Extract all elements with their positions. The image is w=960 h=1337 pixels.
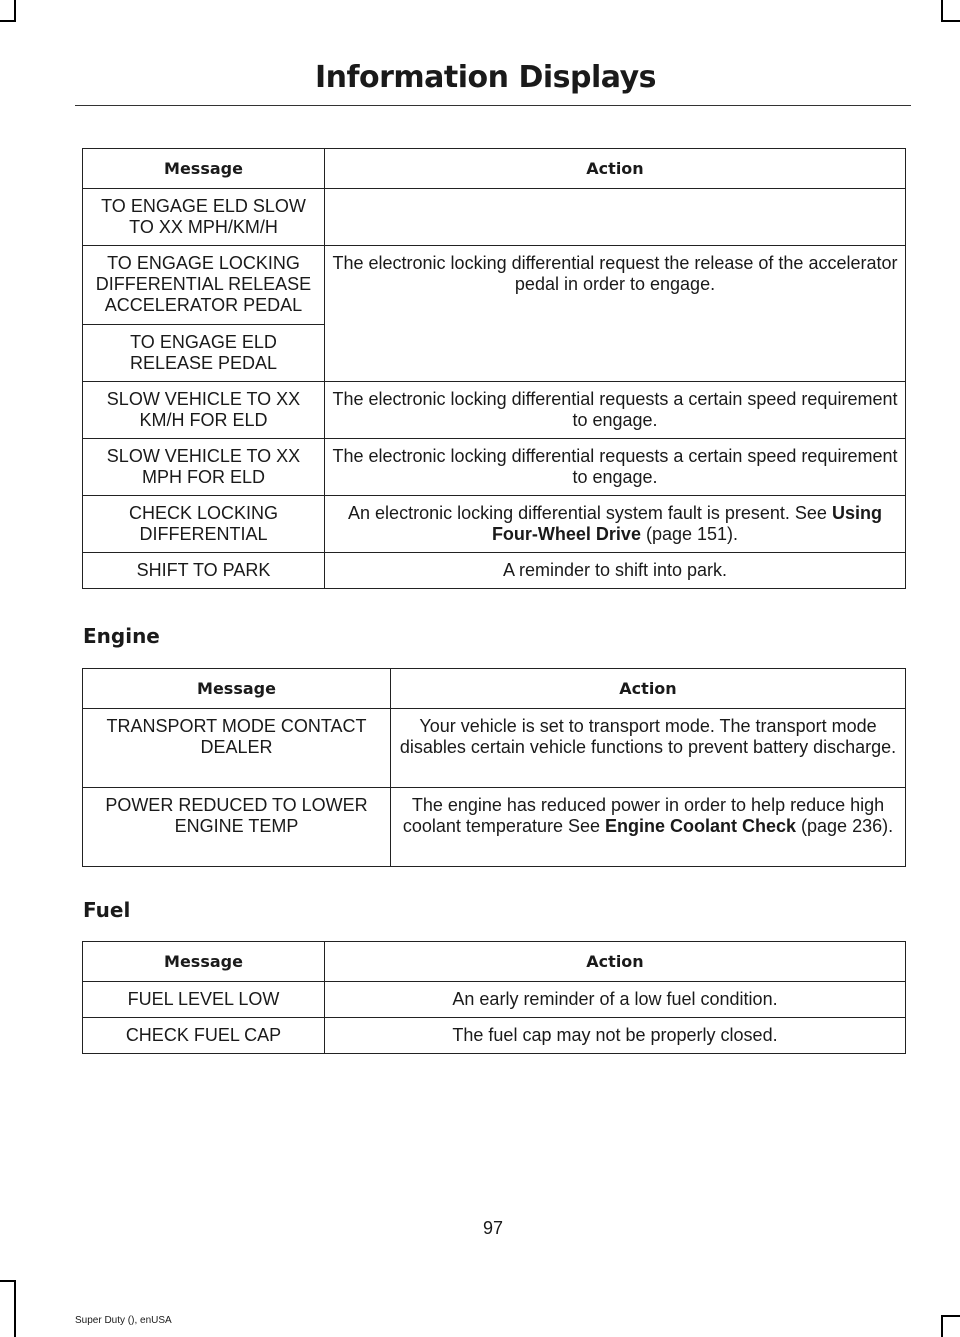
page-title: Information Displays xyxy=(314,60,656,95)
message-cell: TRANSPORT MODE CONTACT DEALER xyxy=(83,709,391,788)
crop-mark xyxy=(14,0,16,22)
message-cell: TO ENGAGE ELD RELEASE PEDAL xyxy=(83,325,325,382)
column-header-message: Message xyxy=(83,149,325,189)
action-cell xyxy=(325,189,906,246)
crop-mark xyxy=(0,1280,16,1282)
action-text: An electronic locking differential system fault is present. See xyxy=(348,503,832,523)
crop-mark xyxy=(14,1280,16,1337)
table-header-row xyxy=(83,669,906,709)
action-cell: Your vehicle is set to transport mode. The transport mode disables certain vehicle functions to prevent battery discharge. xyxy=(391,709,906,788)
section-heading-engine: Engine xyxy=(83,624,160,648)
message-cell: CHECK FUEL CAP xyxy=(83,1018,325,1054)
action-text: The engine has reduced power in order to help reduce high coolant temperature See xyxy=(402,795,885,836)
edition-footer: Super Duty (), enUSA xyxy=(75,1315,172,1326)
crop-mark xyxy=(0,20,16,22)
page-number: 97 xyxy=(482,1218,504,1238)
messages-table-differential xyxy=(82,148,906,589)
messages-table-fuel xyxy=(82,941,906,1054)
cross-reference-link[interactable]: Engine Coolant Check xyxy=(605,816,797,836)
table-row xyxy=(83,709,906,788)
table-row xyxy=(83,382,906,439)
table-row xyxy=(83,1018,906,1054)
column-header-action: Action xyxy=(325,149,906,189)
table-row xyxy=(83,189,906,246)
crop-mark xyxy=(941,20,960,22)
action-cell xyxy=(391,788,906,867)
table-row xyxy=(83,982,906,1018)
column-header-message: Message xyxy=(83,669,391,709)
crop-mark xyxy=(941,1315,960,1317)
message-cell: CHECK LOCKING DIFFERENTIAL xyxy=(83,496,325,553)
table-row xyxy=(83,439,906,496)
cross-reference-link[interactable]: Using Four-Wheel Drive xyxy=(491,503,882,544)
message-cell: TO ENGAGE ELD SLOW TO XX MPH/KM/H xyxy=(83,189,325,246)
message-cell: SHIFT TO PARK xyxy=(83,553,325,589)
page-reference: (page 236). xyxy=(796,816,894,836)
message-cell: SLOW VEHICLE TO XX MPH FOR ELD xyxy=(83,439,325,496)
message-cell: FUEL LEVEL LOW xyxy=(83,982,325,1018)
message-cell: POWER REDUCED TO LOWER ENGINE TEMP xyxy=(83,788,391,867)
table-header-row xyxy=(83,149,906,189)
table-row xyxy=(83,553,906,589)
title-divider xyxy=(75,105,911,106)
page-reference: (page 151). xyxy=(640,524,739,544)
action-cell: A reminder to shift into park. xyxy=(325,553,906,589)
action-cell: The electronic locking differential request the release of the accelerator pedal in order to engage. xyxy=(325,246,906,382)
message-cell: TO ENGAGE LOCKING DIFFERENTIAL RELEASE ACCELERATOR PEDAL xyxy=(83,246,325,325)
column-header-action: Action xyxy=(325,942,906,982)
action-cell: The fuel cap may not be properly closed. xyxy=(325,1018,906,1054)
table-header-row xyxy=(83,942,906,982)
table-row xyxy=(83,246,906,325)
crop-mark xyxy=(941,1315,943,1337)
message-cell: SLOW VEHICLE TO XX KM/H FOR ELD xyxy=(83,382,325,439)
column-header-message: Message xyxy=(83,942,325,982)
crop-mark xyxy=(941,0,943,22)
messages-table-engine xyxy=(82,668,906,867)
column-header-action: Action xyxy=(391,669,906,709)
action-cell: The electronic locking differential requests a certain speed requirement to engage. xyxy=(325,439,906,496)
section-heading-fuel: Fuel xyxy=(83,898,131,922)
action-cell: An early reminder of a low fuel condition. xyxy=(325,982,906,1018)
action-cell: The electronic locking differential requests a certain speed requirement to engage. xyxy=(325,382,906,439)
action-cell xyxy=(325,496,906,553)
table-row xyxy=(83,496,906,553)
table-row xyxy=(83,788,906,867)
